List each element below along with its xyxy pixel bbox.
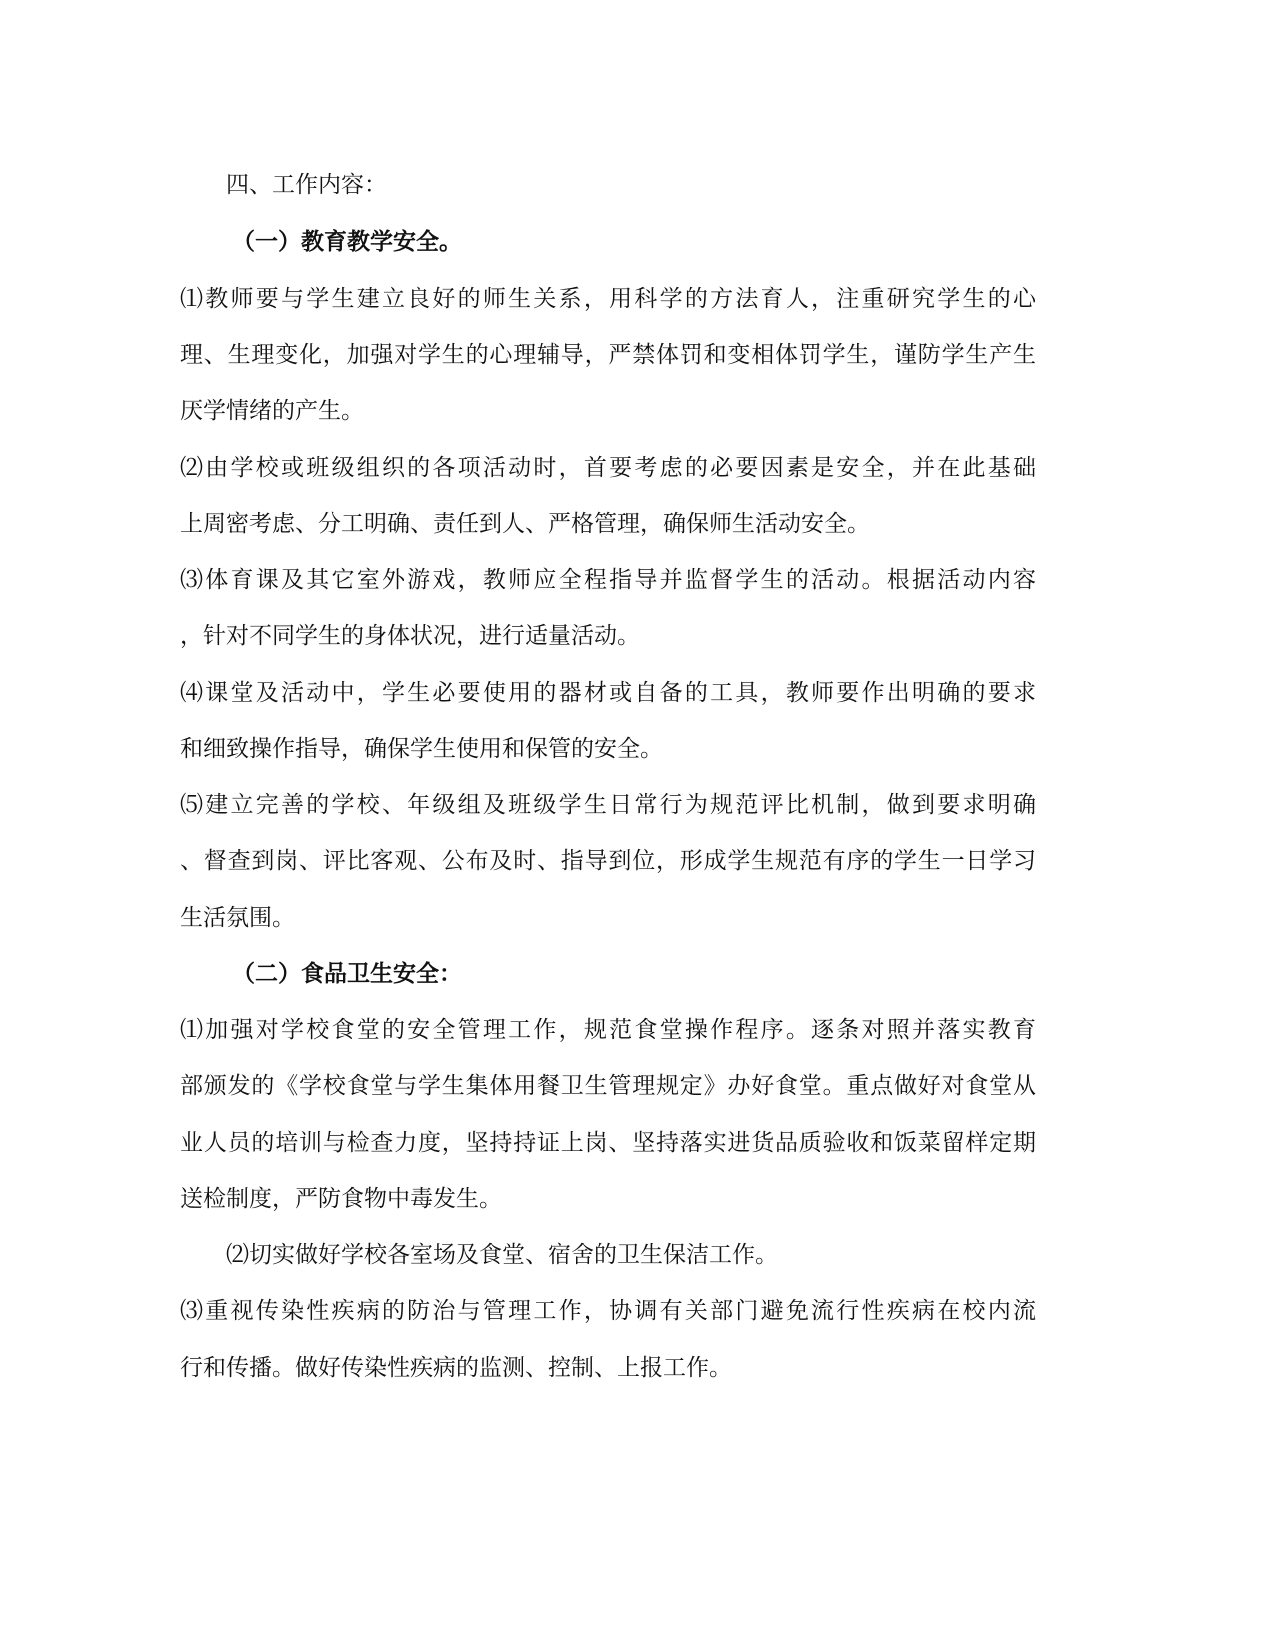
paragraph-line: 生活氛围。 bbox=[180, 905, 295, 931]
paragraph-line: 理、生理变化，加强对学生的心理辅导，严禁体罚和变相体罚学生，谨防学生产生 bbox=[180, 342, 1036, 368]
paragraph-line: 和细致操作指导，确保学生使用和保管的安全。 bbox=[180, 736, 663, 762]
paragraph-line: 上周密考虑、分工明确、责任到人、严格管理，确保师生活动安全。 bbox=[180, 511, 870, 537]
paragraph-line: 业人员的培训与检查力度，坚持持证上岗、坚持落实进货品质验收和饭菜留样定期 bbox=[180, 1130, 1036, 1156]
paragraph-line: ⑴教师要与学生建立良好的师生关系，用科学的方法育人，注重研究学生的心 bbox=[180, 286, 1036, 312]
section-heading: 四、工作内容： bbox=[226, 172, 387, 198]
paragraph-line: ⑸建立完善的学校、年级组及班级学生日常行为规范评比机制，做到要求明确 bbox=[180, 792, 1036, 818]
subsection-title: （二）食品卫生安全： bbox=[232, 960, 462, 987]
paragraph-line: ⑴加强对学校食堂的安全管理工作，规范食堂操作程序。逐条对照并落实教育 bbox=[180, 1017, 1036, 1043]
paragraph-line: ⑷课堂及活动中，学生必要使用的器材或自备的工具，教师要作出明确的要求 bbox=[180, 680, 1036, 706]
paragraph-line: 行和传播。做好传染性疾病的监测、控制、上报工作。 bbox=[180, 1355, 732, 1381]
paragraph-line: 送检制度，严防食物中毒发生。 bbox=[180, 1186, 502, 1212]
paragraph-line: ，针对不同学生的身体状况，进行适量活动。 bbox=[180, 623, 640, 649]
subsection-title: （一）教育教学安全。 bbox=[232, 228, 462, 255]
paragraph-line: ⑵切实做好学校各室场及食堂、宿舍的卫生保洁工作。 bbox=[226, 1242, 778, 1268]
paragraph-line: 厌学情绪的产生。 bbox=[180, 398, 364, 424]
paragraph-line: ⑶体育课及其它室外游戏，教师应全程指导并监督学生的活动。根据活动内容 bbox=[180, 567, 1036, 593]
paragraph-line: ⑶重视传染性疾病的防治与管理工作，协调有关部门避免流行性疾病在校内流 bbox=[180, 1298, 1036, 1324]
paragraph-line: ⑵由学校或班级组织的各项活动时，首要考虑的必要因素是安全，并在此基础 bbox=[180, 455, 1036, 481]
paragraph-line: 、督查到岗、评比客观、公布及时、指导到位，形成学生规范有序的学生一日学习 bbox=[180, 848, 1036, 874]
paragraph-line: 部颁发的《学校食堂与学生集体用餐卫生管理规定》办好食堂。重点做好对食堂从 bbox=[180, 1073, 1036, 1099]
